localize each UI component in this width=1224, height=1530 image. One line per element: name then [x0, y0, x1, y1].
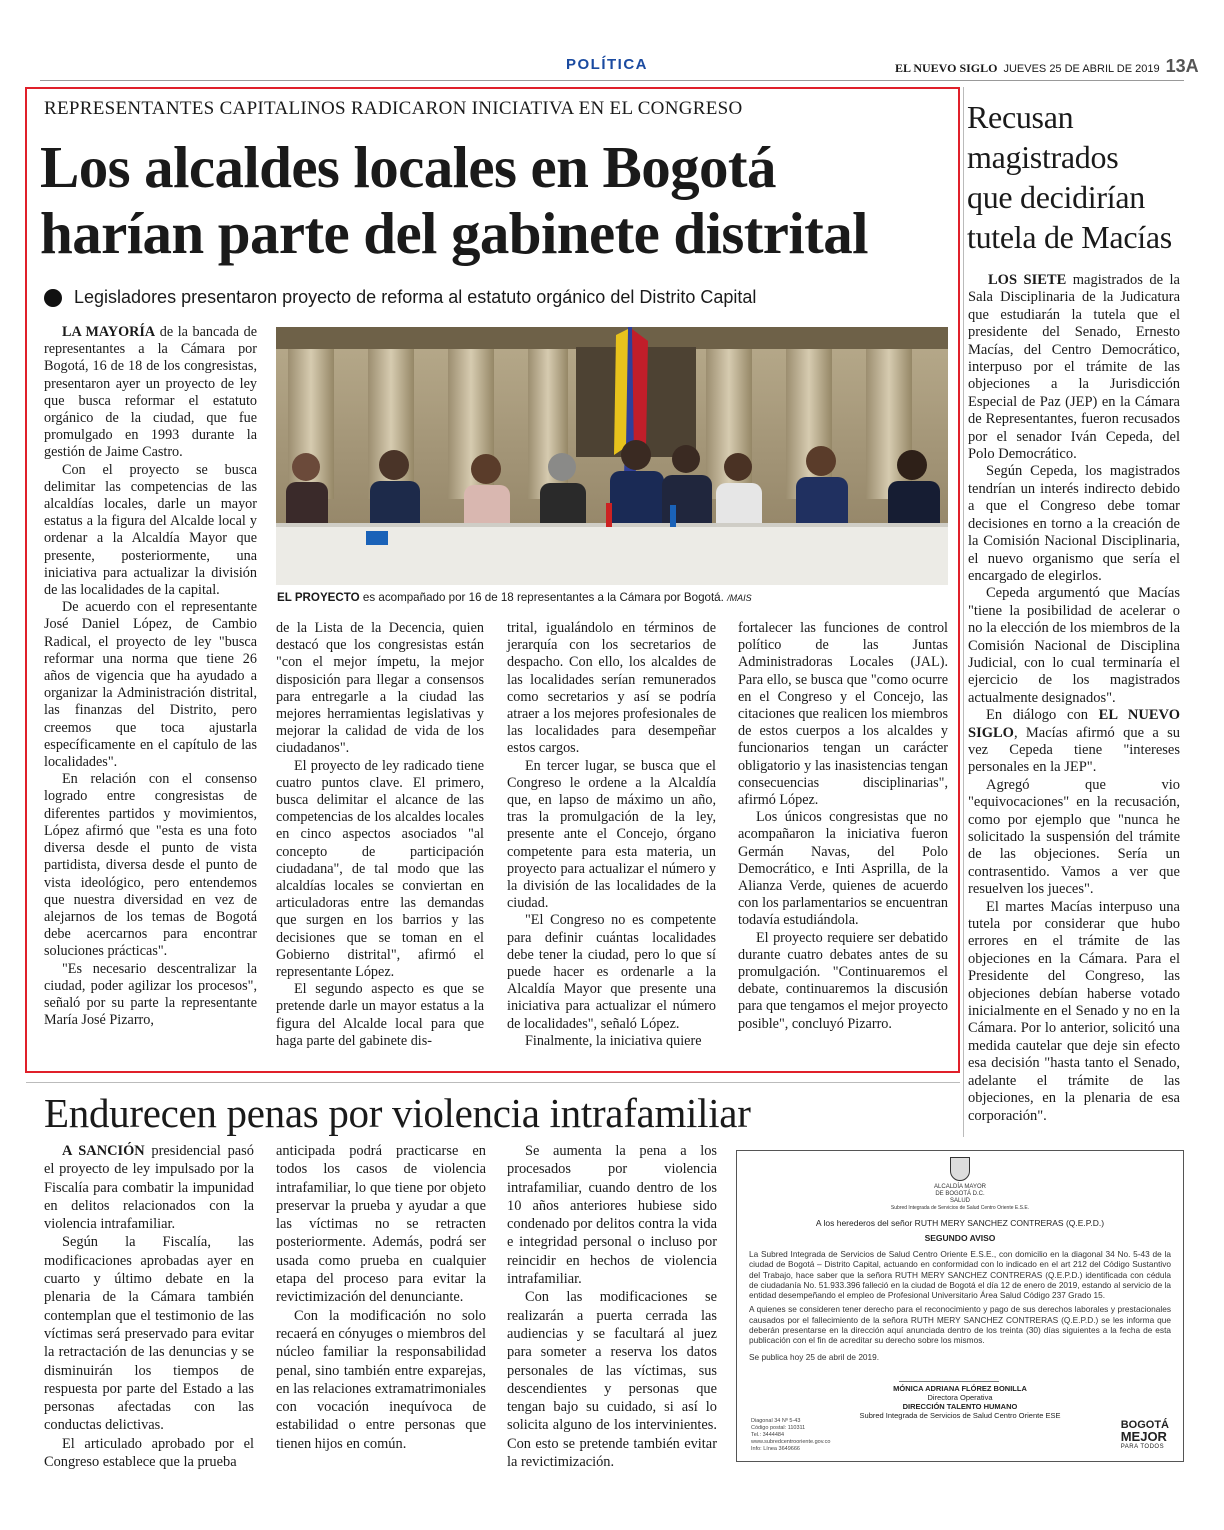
signature [899, 1368, 999, 1382]
paragraph-text: magistrados de la Sala Disciplinaria de la Judicatura que estudiarán la tutela que el presidente del Senado, Ernesto Macías, del Centro Democrático, interpuso por el trámite de las objeciones a la Jurisdicción Especial de Paz (JEP) en la Cámara de Representantes, fueron recusados por el senador Iván Cepeda, del Polo Democrático. [968, 272, 1180, 463]
photo-caption [277, 591, 752, 604]
notice-title: SEGUNDO AVISO [924, 1233, 996, 1243]
paragraph: De acuerdo con el representante José Daniel López, de Cambio Radical, el proyecto de ley "busca reformar una norma que tiene 26 años de vigencia que ha ayudado a organizar la Administración distrital, las finanzas del Distrito, pero creemos que toca ajustarla específicamente en el capítulo de las localidades". [44, 599, 257, 771]
article-column-3 [507, 620, 716, 1050]
caption-text: es acompañado por 16 de 18 representantes a la Cámara por Bogotá. [362, 591, 724, 604]
photo-illustration [276, 327, 948, 585]
paragraph: El proyecto requiere ser debatido durante cuatro debates antes de su promulgación. "Continuaremos el debate, continuaremos la discusión para que tengamos el mejor proyecto posible", concluyó Pizarro. [738, 929, 948, 1032]
address-line: Diagonal 34 Nº 5-43 [751, 1418, 801, 1424]
side-headline-line: magistrados [967, 139, 1119, 175]
org-line: DE BOGOTÁ D.C. [935, 1191, 985, 1197]
address-line: Código postal: 110311 [751, 1425, 806, 1431]
bottom-column-2 [276, 1142, 486, 1453]
paragraph: Con el proyecto se busca delimitar las competencias de las alcaldías locales, darle un mayor estatus a la figura del Alcalde local y ordenar a la Alcaldía Mayor que presente, posteriormente, una iniciativa para actualizar la división de las localidades de la capital. [44, 461, 257, 599]
notice-addressee: A los herederos del señor RUTH MERY SANCHEZ CONTRERAS (Q.E.P.D.) [815, 1218, 1105, 1228]
headline-line: harían parte del gabinete distrital [40, 200, 868, 266]
address-line: Tel.: 3444484 [751, 1432, 785, 1438]
kicker: REPRESENTANTES CAPITALINOS RADICARON INICIATIVA EN EL CONGRESO [44, 98, 743, 119]
bottom-column-3 [507, 1142, 717, 1471]
lead-in: LOS SIETE [988, 272, 1067, 288]
paragraph: Según la Fiscalía, las modificaciones aprobadas ayer en cuarto y último debate en la plenaria de la Cámara también contemplan que el testimonio de las víctimas será preservado para evitar la retractación de las denuncias y se disminuirán los tiempos de respuesta por parte del Estado a las personas afectadas con las conductas delictivas. [44, 1234, 254, 1434]
side-divider [963, 87, 964, 1137]
side-headline [967, 97, 1172, 257]
paragraph [44, 324, 257, 462]
paragraph: En relación con el consenso logrado entre congresistas de diferentes partidos y movimientos, López afirmó que "esta es una foto diversa desde el punto de vista partidista, diversa desde el punto de vista ideológico, pero entendemos que nuestra diversidad en vez de alejarnos de los temas de Bogotá debe acercarnos para encontrar soluciones prácticas". [44, 771, 257, 960]
paragraph [968, 272, 1180, 463]
paragraph: Los únicos congresistas que no acompañaron la iniciativa fueron Germán Navas, del Polo Democrático, e Inti Asprilla, de la Alianza Verde, quienes de acuerdo con los parlamentarios se encuentran todavía estudiándola. [738, 809, 948, 929]
caption-lead: EL PROYECTO [277, 591, 360, 604]
side-article-body [968, 272, 1180, 1125]
bottom-headline: Endurecen penas por violencia intrafamiliar [44, 1090, 751, 1136]
paragraph-text: presidencial pasó el proyecto de ley impulsado por la Fiscalía para combatir la impunidad en delitos relacionados con la violencia intrafamiliar. [44, 1143, 254, 1233]
paragraph: El martes Macías interpuso una tutela por considerar que hubo errores en el trámite de las objeciones en la Cámara. Para el Presidente del Congreso, las objeciones debían haberse votado inicialmente en el Senado y no en la Cámara. Por lo anterior, solicitó una medida cautelar que deje sin efecto esa decisión "hasta tanto el Senado, adelante el trámite de las objeciones, en la plenaria de esa corporación". [968, 898, 1180, 1124]
coat-of-arms-icon [950, 1157, 970, 1181]
paragraph: fortalecer las funciones de control político de las Juntas Administradoras Locales (JAL). Para ello, se busca que "como ocurre en el Congreso y el Concejo, las citaciones que realicen los miembros de estos cuerpos a los alcaldes y funcionarios tengan un carácter obligatorio y las inasistencias tengan consecuencias disciplinarias", afirmó López. [738, 620, 948, 809]
article-column-4 [738, 620, 948, 1033]
issue-date: JUEVES 25 DE ABRIL DE 2019 [1003, 63, 1160, 75]
org-line: SALUD [949, 1198, 970, 1204]
subhead-text: Legisladores presentaron proyecto de reforma al estatuto orgánico del Distrito Capital [74, 287, 757, 307]
paragraph: Cepeda argumentó que Macías "tiene la posibilidad de acelerar o no la elección de los miembros de la Comisión Nacional de Disciplina Judicial, con lo cual terminaría el ejercicio de los magistrados actualmente designados". [968, 585, 1180, 706]
address-line: www.subredcentrooriente.gov.co [751, 1439, 831, 1445]
org-line: ALCALDÍA MAYOR [934, 1184, 986, 1190]
paragraph: El segundo aspecto es que se pretende darle un mayor estatus a la figura del Alcalde local para que haga parte del gabinete dis- [276, 981, 484, 1049]
paragraph: trital, igualándolo en términos de jerarquía con los secretarios de despacho. Con ello, los alcaldes de las localidades serían remunerados como secretarios y así se podría atraer a los mejores profesionales de las localidades para desempeñar estos cargos. [507, 620, 716, 757]
org-line: Subred Integrada de Servicios de Salud Centro Oriente E.S.E. [890, 1205, 1030, 1211]
notice-published: Se publica hoy 25 de abril de 2019. [749, 1351, 880, 1362]
article-column-1 [44, 324, 257, 1029]
paragraph: "El Congreso no es competente para definir cuántas localidades debe tener la ciudad, pero lo que sí puede hacer es ordenarle a la Alcaldía Mayor que presente una iniciativa para actualizar el número de localidades", señaló López. [507, 912, 716, 1032]
side-headline-line: Recusan [967, 99, 1074, 135]
logo-line: BOGOTÁ [1120, 1419, 1169, 1431]
bullet-icon [44, 289, 62, 307]
article-column-2 [276, 620, 484, 1050]
notice-org-block [749, 1157, 1171, 1212]
paragraph: "Es necesario descentralizar la ciudad, poder agilizar los procesos", señaló por su parte la representante María José Pizarro, [44, 960, 257, 1029]
paragraph: Con la modificación no solo recaerá en cónyuges o miembros del núcleo familiar la responsabilidad penal, sino también entre exparejas, en las relaciones extramatrimoniales con vocación inequívoca de estabilidad o entre personas que tienen hijos en común. [276, 1307, 486, 1452]
headline [40, 134, 868, 266]
side-headline-line: tutela de Macías [967, 219, 1172, 255]
notice-body: La Subred Integrada de Servicios de Salud Centro Oriente E.S.E., con domicilio en la diagonal 34 No. 5-43 de la ciudad de Bogotá – Distrito Capital, actuando en conformidad con lo indicado en el art 212 del Código Sustantivo del Trabajo, hace saber que la señora RUTH MERY SANCHEZ CONTRERAS (Q.E.P.D.) identificada con cédula de ciudadanía No. 51.933.396 falleció en la ciudad de Bogotá el día 12 de enero de 2019, estando al servicio de la entidad desempeñando el empleo de Profesional Universitario Área Salud Código 237 Grado 15. [749, 1249, 1171, 1301]
header-rule [40, 80, 1184, 81]
signer-block [749, 1384, 1171, 1420]
signer-name: MÓNICA ADRIANA FLÓREZ BONILLA [893, 1383, 1027, 1393]
news-photo [276, 327, 948, 585]
paragraph-text: , Macías afirmó que a su vez Cepeda tiene "intereses personales en la JEP". [968, 724, 1180, 776]
paragraph: Finalmente, la iniciativa quiere [525, 1032, 702, 1049]
headline-line: Los alcaldes locales en Bogotá [40, 134, 776, 200]
photo-credit: /MAIS [727, 593, 752, 603]
paragraph: El proyecto de ley radicado tiene cuatro puntos clave. El primero, busca delimitar el alcance de las competencias de los alcaldes locales en cinco aspectos asociados "al concepto de participación ciudadana", de tal modo que las alcaldías locales se conviertan en articuladoras entre las demandas que surgen en los barrios y las decisiones que se toman en el Gobierno distrital", afirmó el representante López. [276, 757, 484, 981]
paper-name: EL NUEVO SIGLO [895, 61, 998, 75]
signer-role: Directora Operativa [927, 1392, 993, 1402]
logo-line: MEJOR [1120, 1429, 1167, 1444]
paragraph: anticipada podrá practicarse en todos los casos de violencia intrafamiliar, lo que tiene por objeto preservar la prueba y ayudar a que las víctimas no se retracten posteriormente. Además, podrá ser usada como prueba en cualquier etapa del proceso para evitar la revictimización del denunciante. [276, 1143, 486, 1306]
notice-address [751, 1418, 830, 1453]
bogota-logo [1121, 1420, 1169, 1453]
paragraph: Agregó que vio "equivocaciones" en la recusación, como por ejemplo que "nunca he solicitado la suspensión del trámite de las objeciones. Sería un contrasentido. Vamos a ver que resuelven los jueces". [968, 776, 1180, 898]
bottom-rule [26, 1082, 960, 1083]
paragraph [968, 707, 1180, 777]
paragraph-text: En diálogo con [986, 707, 1088, 724]
page-header-right [895, 56, 1199, 77]
paragraph-text: de la bancada de representantes a la Cámara por Bogotá, 16 de 18 de los congresistas, presentaron ayer un proyecto de ley que busca reformar el estatuto orgánico de la ciudad, que fue promulgado en 1993 durante la gestión de Jaime Castro. [44, 324, 257, 461]
paragraph: Con las modificaciones se realizarán a puerta cerrada las audiencias y se facultará al juez para someter a reserva los datos personales de las víctimas, sus descendientes y personas que tengan bajo su cuidado, si así lo solicita alguno de los intervinientes. Con esto se pretende también evitar la revictimización. [507, 1289, 717, 1471]
lead-in: LA MAYORÍA [62, 324, 156, 340]
bottom-column-1 [44, 1142, 254, 1471]
paper-mention: EL NUEVO SIGLO [968, 707, 1180, 741]
subhead [44, 287, 756, 308]
address-line: Info: Línea 3649666 [751, 1446, 800, 1452]
lead-in: A SANCIÓN [62, 1143, 145, 1159]
page-number: 13A [1165, 56, 1199, 76]
paragraph [44, 1142, 254, 1233]
paragraph: El articulado aprobado por el Congreso establece que la prueba [44, 1435, 254, 1471]
department: DIRECCIÓN TALENTO HUMANO [902, 1401, 1018, 1411]
paragraph: Según Cepeda, los magistrados tendrían un interés indirecto debido a que el Congreso debe tomar decisiones en torno a la creación de la Comisión Nacional Disciplinaria, el nuevo organismo que sería el encargado de elegirlos. [968, 463, 1180, 584]
logo-line: PARA TODOS [1120, 1444, 1165, 1450]
side-headline-line: que decidirían [967, 179, 1145, 215]
paragraph: de la Lista de la Decencia, quien destacó que los congresistas están "con el mejor ímpetu, la mejor disposición para llegar a consensos para entregarle a la ciudad las mejores herramientas legislativas y mejorar la calidad de vida de los ciudadanos". [276, 620, 484, 757]
section-label: POLÍTICA [566, 56, 648, 73]
paragraph: En tercer lugar, se busca que el Congreso le ordene a la Alcaldía que, en lapso de máximo un año, tras la promulgación de la ley, presente ante el Concejo, órgano competente para esta materia, un proyecto para actualizar el número y la división de las localidades de la ciudad. [507, 757, 716, 912]
department: Subred Integrada de Servicios de Salud Centro Oriente ESE [859, 1410, 1061, 1420]
legal-notice [736, 1150, 1184, 1462]
notice-body: A quienes se consideren tener derecho para el reconocimiento y pago de sus derechos laborales y prestacionales causados por el fallecimiento de la señora RUTH MERY SANCHEZ CONTRERAS (Q.E.P.D.) se les informa que deberán presentarse en la dirección aquí anunciada dentro de los treinta (30) días siguientes a la fecha de esta publicación con el fin de acreditar su derecho sobre los mismos. [749, 1304, 1171, 1346]
paragraph: Se aumenta la pena a los procesados por violencia intrafamiliar, cuando dentro de los 10 años anteriores hubiese sido condenado por delitos contra la vida e integridad personal o incluso por reincidir en hechos de violencia intrafamiliar. [507, 1143, 717, 1288]
